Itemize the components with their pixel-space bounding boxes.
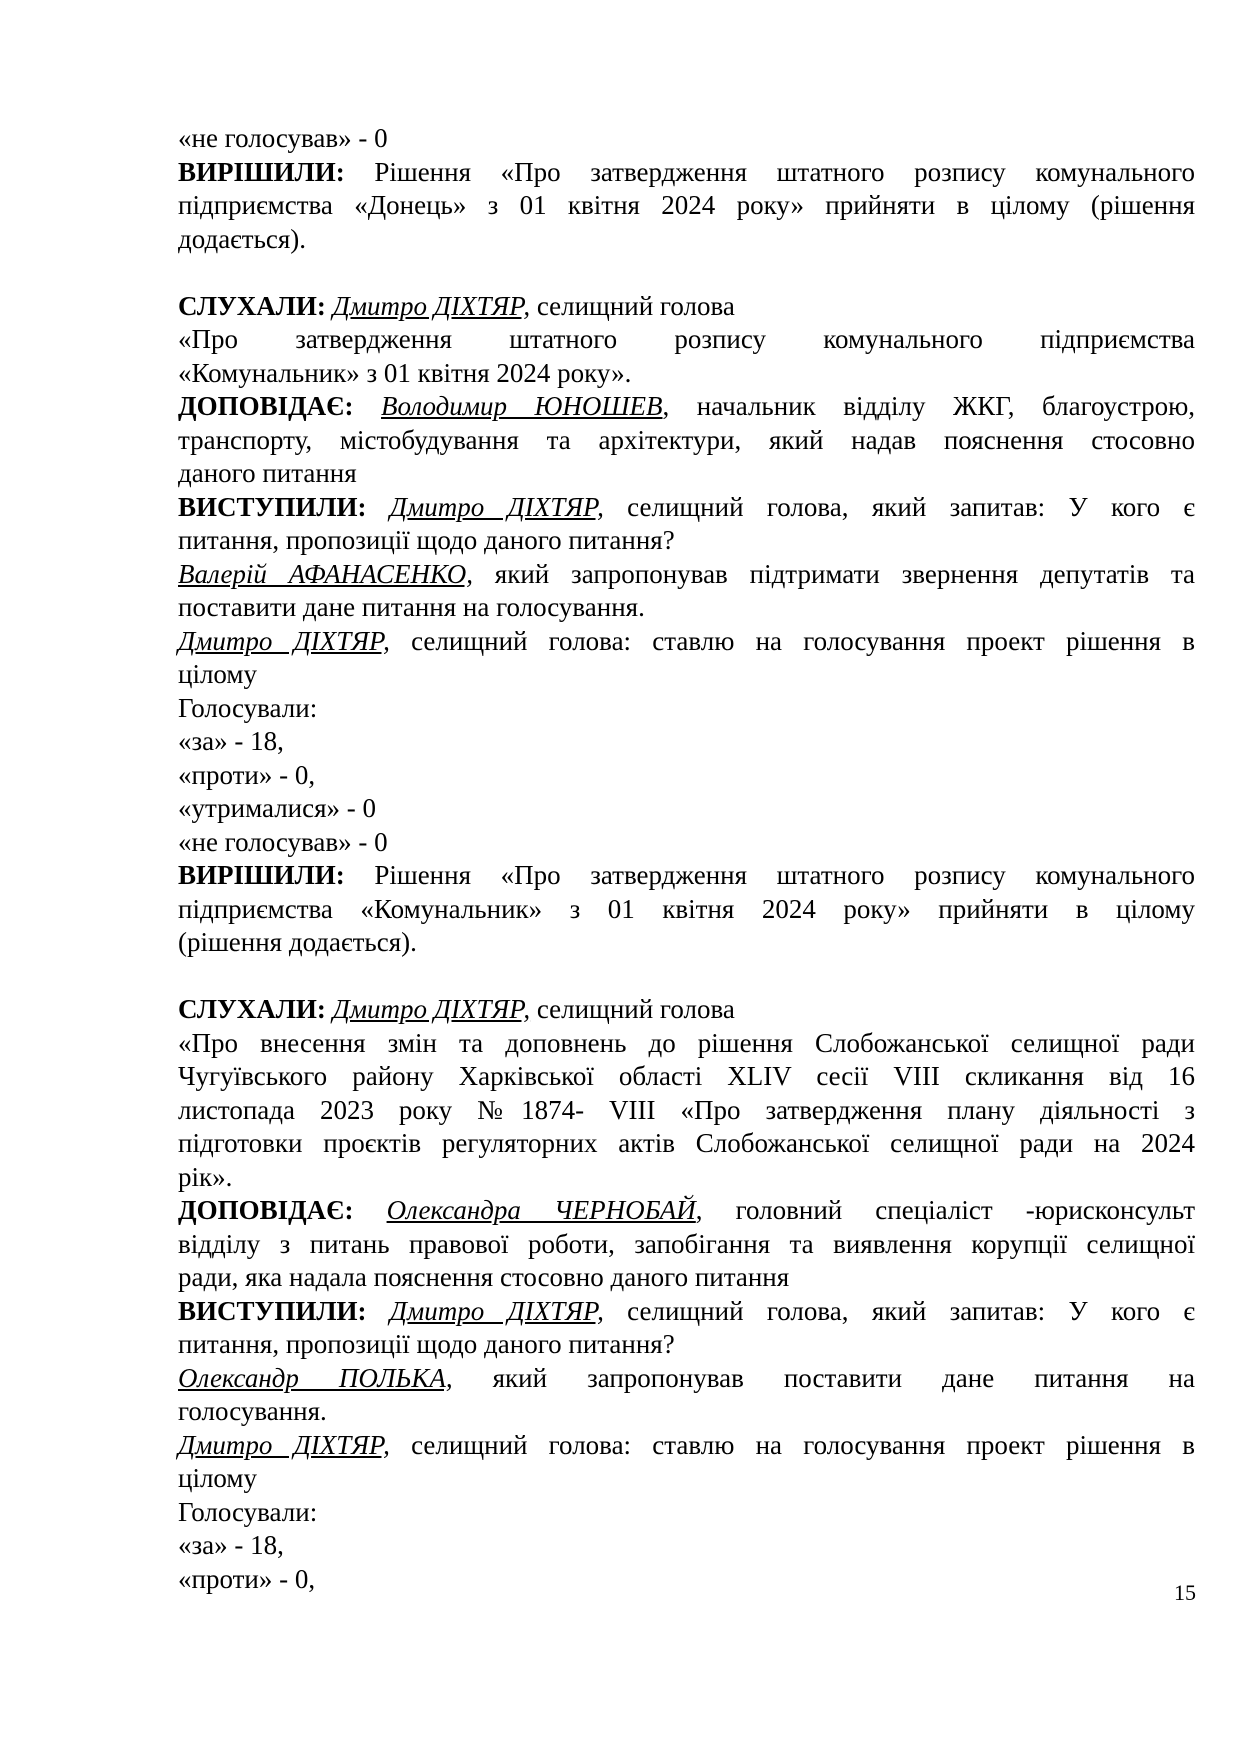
vote-against: «проти» - 0, xyxy=(178,1563,316,1594)
spoke-line: ВИСТУПИЛИ: Дмитро ДІХТЯР, селищний голова, який запитав: У кого є xyxy=(178,491,1196,522)
reporter-name: Володимир ЮНОШЕВ xyxy=(381,391,663,421)
topic-line: листопада 2023 року №1874- VIII «Про затвердження плану діяльності з xyxy=(178,1094,1195,1125)
proposal-line: Олександр ПОЛЬКА, який запропонував поставити дане питання на xyxy=(178,1362,1195,1393)
vote-for: «за» - 18, xyxy=(178,1530,284,1560)
reports-line: ДОПОВІДАЄ: Володимир ЮНОШЕВ, начальник відділу ЖКГ, благоустрою, xyxy=(178,391,1195,421)
reporter-name: Олександра ЧЕРНОБАЙ xyxy=(386,1195,696,1225)
chair-name: Дмитро ДІХТЯР, xyxy=(178,625,390,656)
proposer-name: Валерій АФАНАСЕНКО, xyxy=(178,558,473,589)
reports-label: ДОПОВІДАЄ: xyxy=(178,391,354,421)
agenda-item-regulatory-plan xyxy=(178,993,1195,1596)
spoke-line: питання, пропозиції щодо даного питання? xyxy=(178,1329,675,1359)
proposal-line: голосування. xyxy=(178,1396,327,1426)
decision-line: ВИРІШИЛИ: Рішення «Про затвердження штатного розпису комунального xyxy=(178,860,1195,890)
spoke-line: ВИСТУПИЛИ: Дмитро ДІХТЯР, селищний голова, який запитав: У кого є xyxy=(178,1295,1196,1326)
reports-line: даного питання xyxy=(178,458,357,488)
decided-label: ВИРІШИЛИ: xyxy=(178,860,345,890)
vote-not-voted: «не голосував» - 0 xyxy=(178,826,388,857)
reports-line: ради, яка надала пояснення стосовно даного питання xyxy=(178,1262,790,1292)
topic-line: рік». xyxy=(178,1161,233,1192)
vote-abstained: «утрималися» - 0 xyxy=(178,793,377,823)
chair-line: Дмитро ДІХТЯР, селищний голова: ставлю на голосування проект рішення в xyxy=(178,1429,1195,1460)
chair-name: Дмитро ДІХТЯР, xyxy=(178,1429,390,1460)
voted-label: Голосували: xyxy=(178,692,318,723)
heard-line: СЛУХАЛИ: Дмитро ДІХТЯР, селищний голова xyxy=(178,290,735,321)
reports-line: відділу з питань правової роботи, запобігання та виявлення корупції селищної xyxy=(178,1228,1195,1259)
vote-not-voted: «не голосував» - 0 xyxy=(178,123,388,153)
chair-line: цілому xyxy=(178,1463,257,1493)
decision-line: підприємства «Донець» з 01 квітня 2024 року» прийняти в цілому (рішення xyxy=(178,190,1195,220)
topic-line: «Про внесення змін та доповнень до рішення Слобожанської селищної ради xyxy=(178,1027,1195,1058)
heard-label: СЛУХАЛИ: xyxy=(178,290,326,321)
heard-line: СЛУХАЛИ: Дмитро ДІХТЯР, селищний голова xyxy=(178,994,735,1024)
previous-item-tail xyxy=(178,122,1195,256)
minutes-body xyxy=(178,122,1195,1596)
reports-line: ДОПОВІДАЄ: Олександра ЧЕРНОБАЙ, головний спеціаліст -юрисконсульт xyxy=(178,1195,1195,1225)
proposer-name: Олександр ПОЛЬКА, xyxy=(178,1362,453,1393)
proposal-line: Валерій АФАНАСЕНКО, який запропонував підтримати звернення депутатів та xyxy=(178,558,1196,589)
reports-label: ДОПОВІДАЄ: xyxy=(178,1195,354,1225)
decision-line: підприємства «Комунальник» з 01 квітня 2024 року» прийняти в цілому xyxy=(178,893,1195,924)
proposal-line: поставити дане питання на голосування. xyxy=(178,592,645,622)
topic-line: «Комунальник» з 01 квітня 2024 року». xyxy=(178,357,632,388)
speaker-name: Дмитро ДІХТЯР, xyxy=(389,491,604,522)
topic-line: Чугуївського району Харківської області XLIV сесії VIII скликання від 16 xyxy=(178,1061,1195,1091)
speaker-name: Дмитро ДІХТЯР, xyxy=(332,290,531,321)
speaker-name: Дмитро ДІХТЯР, xyxy=(389,1295,604,1326)
topic-line: «Про затвердження штатного розпису комунального підприємства xyxy=(178,324,1195,354)
spoke-label: ВИСТУПИЛИ: xyxy=(178,1295,367,1326)
spoke-label: ВИСТУПИЛИ: xyxy=(178,491,367,522)
decision-line: додається). xyxy=(178,223,307,254)
chair-line: Дмитро ДІХТЯР, селищний голова: ставлю на голосування проект рішення в xyxy=(178,625,1195,656)
chair-line: цілому xyxy=(178,659,257,689)
decision-line: (рішення додається). xyxy=(178,927,417,957)
page-number: 15 xyxy=(1174,1580,1196,1605)
speaker-name: Дмитро ДІХТЯР, xyxy=(332,994,531,1024)
reports-line: транспорту, містобудування та архітектури, який надав пояснення стосовно xyxy=(178,424,1195,455)
heard-label: СЛУХАЛИ: xyxy=(178,994,326,1024)
decision-line: ВИРІШИЛИ: Рішення «Про затвердження штатного розпису комунального xyxy=(178,156,1195,187)
topic-line: підготовки проєктів регуляторних актів Слобожанської селищної ради на 2024 xyxy=(178,1128,1195,1158)
vote-against: «проти» - 0, xyxy=(178,759,316,790)
voted-label: Голосували: xyxy=(178,1496,318,1527)
spoke-line: питання, пропозиції щодо даного питання? xyxy=(178,525,675,555)
agenda-item-komunalnyk xyxy=(178,290,1195,960)
decided-label: ВИРІШИЛИ: xyxy=(178,156,345,187)
vote-for: «за» - 18, xyxy=(178,726,284,756)
